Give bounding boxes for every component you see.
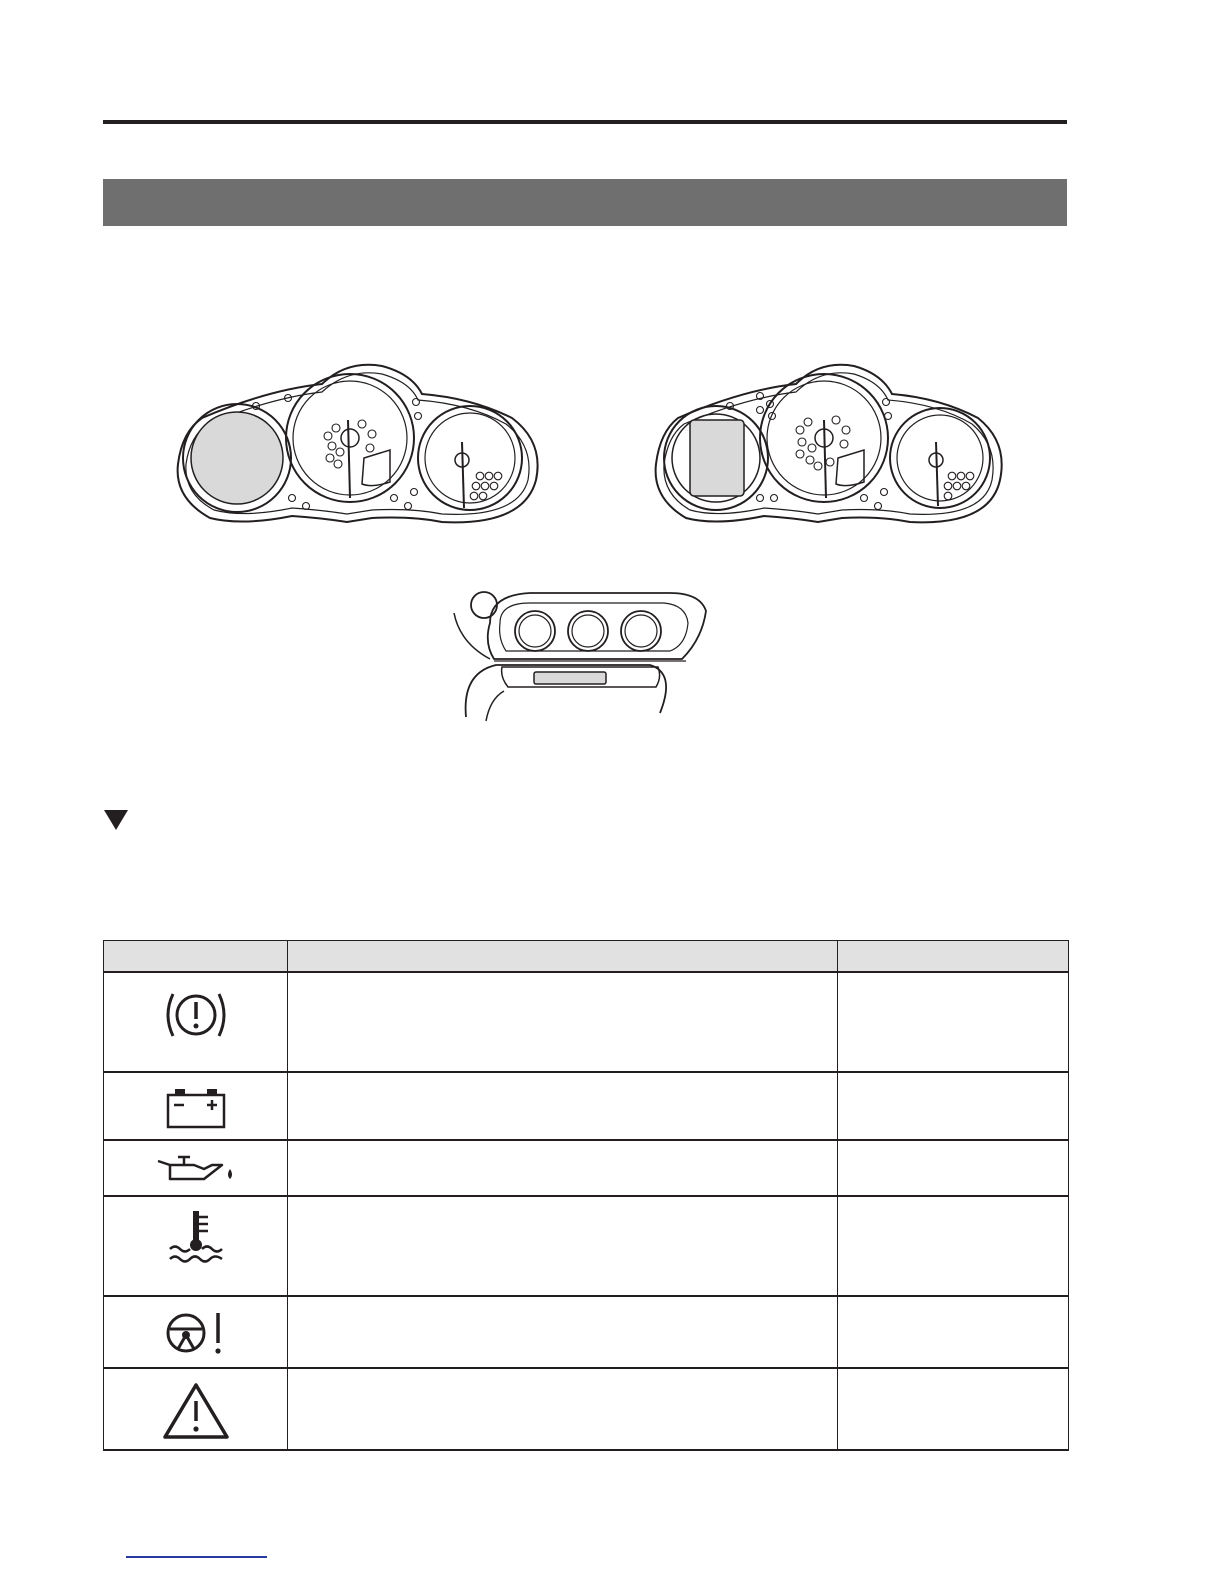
signal-cell <box>104 972 288 1072</box>
table-row <box>104 1296 1069 1368</box>
subsection-bullet-icon <box>104 810 128 830</box>
description-cell <box>288 1140 838 1196</box>
battery-charging-warning-icon <box>163 1085 229 1129</box>
header-page <box>838 941 1069 973</box>
page-cell <box>838 972 1069 1072</box>
page-cell <box>838 1196 1069 1296</box>
instrument-cluster-diagram-right <box>650 358 1006 530</box>
dashboard-location-diagram <box>450 583 712 725</box>
description-cell <box>288 1296 838 1368</box>
description-cell <box>288 1072 838 1140</box>
table-row <box>104 1196 1069 1296</box>
description-cell <box>288 1368 838 1450</box>
signal-cell <box>104 1072 288 1140</box>
warning-indicator-table <box>103 940 1069 1451</box>
page-cell <box>838 1368 1069 1450</box>
coolant-temperature-warning-icon <box>164 1209 228 1265</box>
signal-cell <box>104 1140 288 1196</box>
page-cell <box>838 1140 1069 1196</box>
description-cell <box>288 1196 838 1296</box>
table-header-row <box>104 941 1069 973</box>
master-warning-icon <box>161 1381 231 1441</box>
signal-cell <box>104 1196 288 1296</box>
top-rule <box>103 120 1067 124</box>
section-header-bar <box>103 179 1067 226</box>
brake-system-warning-icon <box>161 988 231 1042</box>
header-signal <box>104 941 288 973</box>
footer-link-underline[interactable] <box>126 1556 267 1558</box>
page-cell <box>838 1296 1069 1368</box>
table-row <box>104 1072 1069 1140</box>
header-warning <box>288 941 838 973</box>
table-row <box>104 1368 1069 1450</box>
description-cell <box>288 972 838 1072</box>
page-cell <box>838 1072 1069 1140</box>
signal-cell <box>104 1368 288 1450</box>
signal-cell <box>104 1296 288 1368</box>
table-row <box>104 1140 1069 1196</box>
instrument-cluster-diagram-left <box>172 358 542 530</box>
power-steering-warning-icon <box>164 1309 228 1357</box>
engine-oil-pressure-warning-icon <box>154 1155 238 1185</box>
table-row <box>104 972 1069 1072</box>
